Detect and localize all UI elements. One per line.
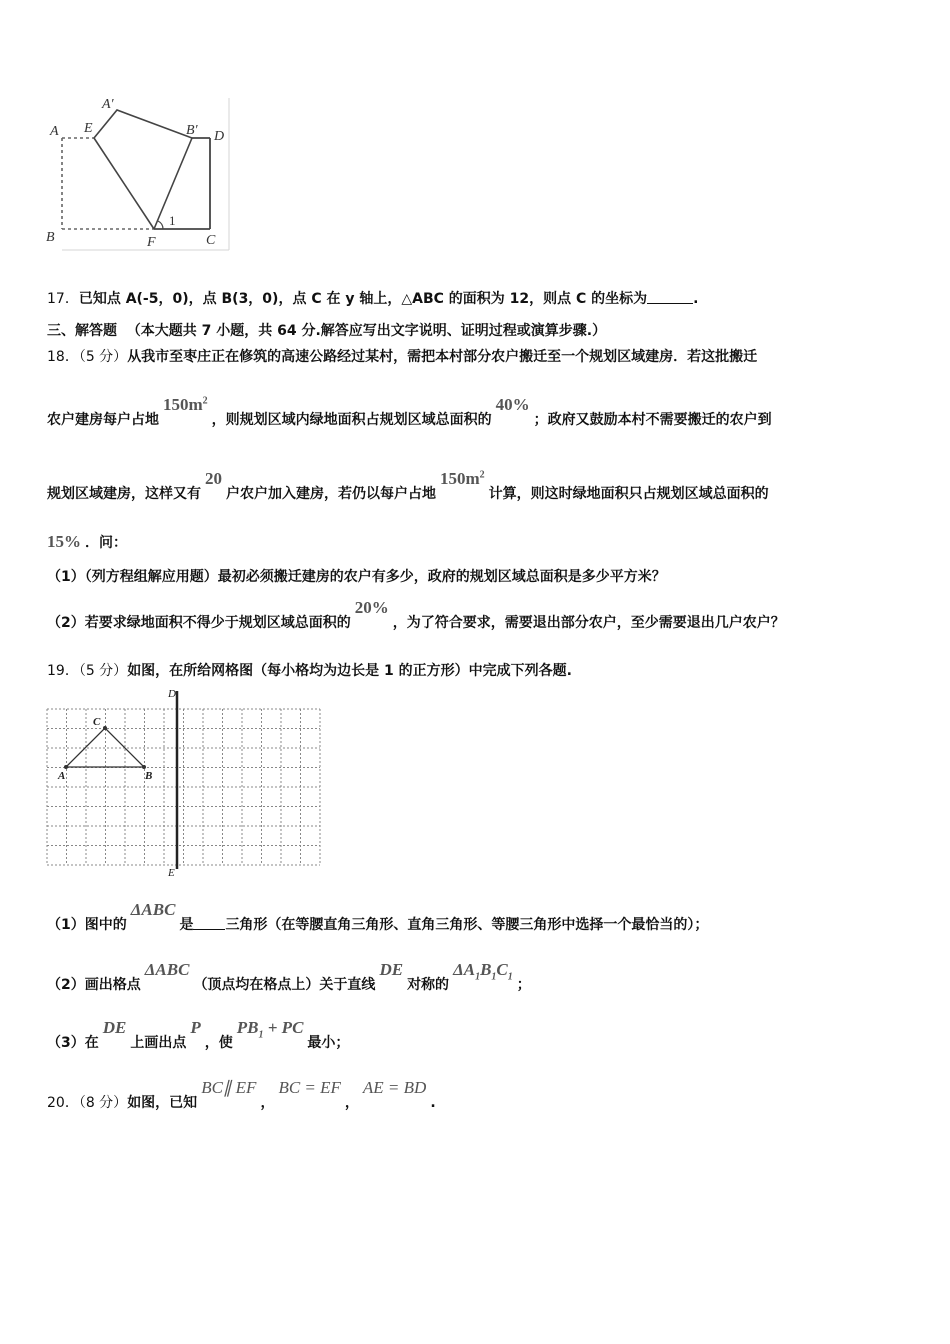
math-part: B <box>480 960 492 979</box>
question-text: 如图，已知 <box>127 1095 198 1111</box>
label-F: F <box>147 235 156 250</box>
math-subscript: 1 <box>507 971 513 983</box>
label-D: D <box>168 688 176 700</box>
question-19-sub-3 <box>47 1018 350 1054</box>
question-text: 已知点 A(-5，0)，点 B(3，0)，点 C 在 y 轴上，△ABC 的面积为 12，则点 C 的坐标为 <box>78 291 648 307</box>
question-18-sub-1: （1）（列方程组解应用题）最初必须搬迁建房的农户有多少，政府的规划区域总面积是多少平方米？ <box>47 569 666 585</box>
question-number: 20． <box>47 1095 79 1111</box>
text-segment: 是 <box>179 917 194 933</box>
question-19 <box>47 660 572 680</box>
math-PB1-plus-PC <box>237 1018 304 1040</box>
math-part: + PC <box>263 1018 304 1037</box>
label-A-prime: A′ <box>102 97 114 112</box>
math-20-percent: 20% <box>354 598 389 617</box>
text-segment: 三角形（在等腰直角三角形、直角三角形、等腰三角形中选择一个最恰当的）； <box>225 917 709 933</box>
text-segment: 户农户加入建房，若仍以每户占地 <box>226 486 436 502</box>
label-C: C <box>206 233 216 248</box>
question-score: （5 分） <box>78 349 128 365</box>
math-value: 150m <box>163 395 203 414</box>
math-BC-equals-EF: BC = EF <box>278 1078 341 1097</box>
angle-1-arc <box>158 221 163 229</box>
question-number: 18． <box>47 349 79 365</box>
label-B: B <box>46 230 55 245</box>
text-comma: ， <box>344 1095 359 1111</box>
text-segment: （顶点均在格点上）关于直线 <box>193 977 376 993</box>
text-segment: 规划区域建房，这样又有 <box>47 486 201 502</box>
answer-blank <box>647 291 693 304</box>
label-E: E <box>84 121 93 136</box>
math-part: ΔA <box>453 960 476 979</box>
segment-EA'B' <box>94 110 192 138</box>
math-line-DE: DE <box>379 960 404 979</box>
text-segment: ，则规划区域内绿地面积占规划区域总面积的 <box>211 412 492 428</box>
point-B <box>142 765 146 769</box>
label-C: C <box>93 716 101 728</box>
math-150m2 <box>440 469 485 489</box>
text-segment: （2）画出格点 <box>47 977 141 993</box>
text-segment: ，使 <box>204 1035 233 1051</box>
math-subscript: 1 <box>258 1029 264 1041</box>
grid-lines <box>47 709 320 865</box>
text-segment: （1）图中的 <box>47 917 127 933</box>
question-text: 如图，在所给网格图（每小格均为边长是 1 的正方形）中完成下列各题. <box>127 663 572 679</box>
point-C <box>103 726 107 730</box>
section-title: 三、解答题 <box>47 323 117 339</box>
question-19-sub-2 <box>47 960 531 996</box>
math-exponent: 2 <box>202 395 208 407</box>
text-segment: ； <box>516 977 531 993</box>
math-BC-parallel-EF: BC∥ EF <box>201 1078 257 1097</box>
segment-EF <box>94 138 154 229</box>
text-segment: 上画出点 <box>130 1035 187 1051</box>
label-A: A <box>58 770 66 782</box>
text-segment: 对称的 <box>407 977 450 993</box>
math-150m2 <box>163 395 208 415</box>
text-comma: ， <box>260 1095 275 1111</box>
question-17 <box>47 288 698 308</box>
math-15-percent: 15% <box>47 532 81 551</box>
question-20 <box>47 1078 436 1112</box>
answer-blank <box>193 917 225 930</box>
question-end: . <box>430 1095 436 1111</box>
text-segment: 农户建房每户占地 <box>47 412 159 428</box>
question-text: 从我市至枣庄正在修筑的高速公路经过某村，需把本村部分农户搬迁至一个规划区域建房．若这批搬迁 <box>127 349 758 365</box>
question-end: . <box>693 291 699 307</box>
question-18-line-3 <box>47 469 769 503</box>
math-line-DE: DE <box>102 1018 127 1037</box>
question-score: （8 分） <box>78 1095 128 1111</box>
point-A <box>64 765 68 769</box>
text-segment: ；政府又鼓励本村不需要搬迁的农户到 <box>533 412 772 428</box>
text-segment: （3）在 <box>47 1035 99 1051</box>
question-18-line-4 <box>47 532 127 552</box>
math-20: 20 <box>205 469 222 488</box>
question-number: 19． <box>47 663 79 679</box>
section-note: （本大题共 7 小题，共 64 分.解答应写出文字说明、证明过程或演算步骤.） <box>126 323 607 339</box>
text-segment: ，为了符合要求，需要退出部分农户，至少需要退出几户农户？ <box>392 615 785 631</box>
math-AE-equals-BD: AE = BD <box>362 1078 427 1097</box>
text-segment: （2）若要求绿地面积不得少于规划区域总面积的 <box>47 615 351 631</box>
question-18-sub-2 <box>47 598 785 632</box>
question-18-line-1 <box>47 346 757 366</box>
math-triangle-ABC: ΔABC <box>130 900 176 919</box>
label-A: A <box>50 124 59 139</box>
math-value: 150m <box>440 469 480 488</box>
section-heading <box>47 320 606 340</box>
label-B-prime: B′ <box>186 123 198 138</box>
label-angle-1: 1 <box>169 213 176 228</box>
math-part: PB <box>236 1018 259 1037</box>
geometry-figure-folded-rectangle <box>40 94 232 254</box>
question-18-line-2 <box>47 395 772 429</box>
math-part: C <box>496 960 508 979</box>
math-40-percent: 40% <box>495 395 530 414</box>
question-number: 17． <box>47 291 79 307</box>
label-B: B <box>145 770 153 782</box>
math-triangle-A1B1C1 <box>453 960 513 982</box>
math-exponent: 2 <box>479 469 485 481</box>
question-19-sub-1 <box>47 900 709 934</box>
text-segment: 计算，则这时绿地面积只占规划区域总面积的 <box>488 486 769 502</box>
math-subscript: 1 <box>475 971 481 983</box>
label-D: D <box>214 129 225 144</box>
question-score: （5 分） <box>78 663 128 679</box>
label-E: E <box>168 867 175 879</box>
math-triangle-ABC: ΔABC <box>144 960 190 979</box>
text-segment: ．问： <box>85 535 127 551</box>
math-subscript: 1 <box>491 971 497 983</box>
grid-figure <box>40 683 330 881</box>
math-point-P: P <box>190 1018 201 1037</box>
text-segment: 最小； <box>307 1035 350 1051</box>
